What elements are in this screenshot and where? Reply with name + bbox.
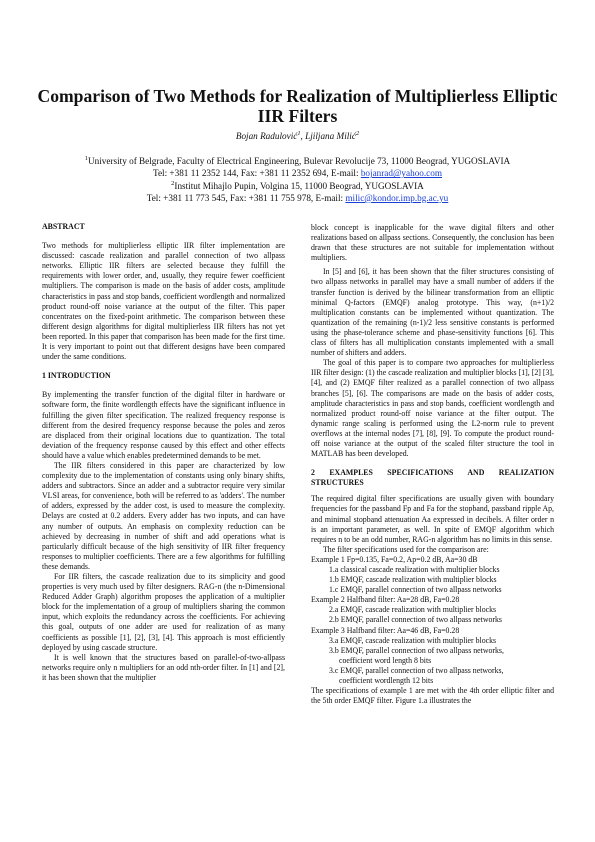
intro-paragraph-4: It is well known that the structures based on parallel-of-two-allpass networks require only n multipliers for an odd nth-order filter. In [1] and [2], it has been shown that the multiplier [42,652,285,682]
affiliation-1 [0,155,595,167]
section-2-paragraph-1: The required digital filter specifications are usually given with boundary frequencies for the passband Fp and Fa for the stopband, passband ripple Ap, and minimal stopband attenuation Aa expressed in decibels. A filter order n is an important parameter, as well. In spite of EMQF algorithm which requires n to be an odd number, RAG-n algorithm has no limits in this sense. [311,494,554,544]
affiliation-2-contact [0,192,595,204]
email-link-1[interactable]: bojanrad@yahoo.com [360,168,442,179]
intro-paragraph-3: For IIR filters, the cascade realization due to its simplicity and good properties is very much used by filter designers. RAG-n (the n-Dimensional Reduced Adder Graph) algorithm proposes the application of a multiplier block for the implementation of a group of multipliers sharing the common input, which exploits the redundancy across the coefficients. For achieving this goal, outputs of one adder are used for realization of as many coefficients as possible [1], [2], [3], [4]. This approach is most efficiently deployed by using cascade structure. [42,572,285,652]
author-2-mark: 2 [355,129,360,137]
section-2-paragraph-2: The filter specifications used for the comparison are: [323,544,489,554]
abstract-heading: ABSTRACT [42,222,85,231]
affiliation-2-phone: Tel: +381 11 773 545, Fax: +381 11 755 978, E-mail: [146,192,346,203]
example-3c: 3.c EMQF, parallel connection of two allpass networks, [329,665,504,675]
example-2a: 2.a EMQF, cascade realization with multiplier blocks [329,605,497,615]
intro-paragraph-5: In [5] and [6], it has been shown that the filter structures consisting of two allpass networks in parallel may have a small number of adders if the transfer function is derived by the bilinear transformation from an elliptic minimal Q-factors (EMQF) analog prototype. This way, (n+1)/2 multiplication constants can be implemented without quantization. The quantization of the remaining (n-1)/2 less sensitive constants is performed using the phase-tolerance scheme and phase-sensitivity functions [6]. This class of filters has all multiplication constants implemented with a small number of shifters and adders. [311,267,554,358]
paper-title: Comparison of Two Methods for Realization of Multiplierless Elliptic IIR Filters [37,86,558,126]
author-1: Bojan Radulović [235,131,298,141]
example-1c: 1.c EMQF, parallel connection of two allpass networks [329,585,502,595]
example-3-spec: Example 3 Halfband filter: Aa=46 dB, Fa=0.28 [311,625,460,635]
abstract-text: Two methods for multiplierless elliptic IIR filter implementation are discussed: cascade realization and parallel connection of two allpass networks. Elliptic IIR filters are selected because they fulfill the requirements with lower order, and, usually, they require fewer coefficient multipliers. The comparison is made on the basis of adder costs, amplitude characteristics in pass and stop bands, coefficient wordlength and normalized product round-off noise variance at the output of the filter. This paper concentrates on the fixed-point arithmetic. The comparison between these different design algorithms for digital multiplierless IIR filters has not yet been reported. In this paper that comparison has been made for the first time. It is very important to point out that different designs have been compared under the same conditions. [42,241,285,362]
section-2-heading: 2 EXAMPLES SPECIFICATIONS AND REALIZATION STRUCTURES [311,468,554,488]
author-2: Ljiljana Milić [305,131,356,141]
affiliation-2-mark: 2 [171,179,175,187]
introduction-heading: 1 INTRODUCTION [42,371,111,381]
affiliations [0,155,595,204]
intro-paragraph-1: By implementing the transfer function of the digital filter in hardware or software form, the finite wordlength effects have the significant influence in fulfilling the given filter specification. The realized frequency response is different from the desired frequency response because the poles and zeros are displaced from their original locations due to quantization. The total deviation of the frequency response caused by this effect and other effects should have a value which enables predetermined demands to be met. [42,390,285,460]
affiliation-1-phone: Tel: +381 11 2352 144, Fax: +381 11 2352 694, E-mail: [152,168,361,179]
affiliation-1-text: University of Belgrade, Faculty of Electrical Engineering, Bulevar Revolucije 73, 11000 Beograd, YUGOSLAVIA [88,156,511,166]
affiliation-2 [0,180,595,192]
example-3a: 3.a EMQF, cascade realization with multiplier blocks [329,635,497,645]
section-2-paragraph-3: The specifications of example 1 are met with the 4th order elliptic filter and the 5th order EMQF filter. Figure 1.a illustrates the [311,686,554,706]
email-link-2[interactable]: milic@kondor.imp.bg.ac.yu [345,192,449,203]
example-3c-continued: coefficient wordlength 12 bits [339,676,434,686]
example-2-spec: Example 2 Halfband filter: Aa=28 dB, Fa=0.28 [311,595,460,605]
left-column [42,222,285,683]
example-1-spec: Example 1 Fp=0.135, Fa=0.2, Ap=0.2 dB, Aa=30 dB [311,554,478,564]
affiliation-1-mark: 1 [84,154,89,162]
example-3b: 3.b EMQF, parallel connection of two allpass networks, [329,645,504,655]
intro-paragraph-4-continued: block concept is inapplicable for the wave digital filters and other realizations based on allpass sections. Consequently, the conclusion has been drawn that these structures are not suitable for implementation without multipliers. [311,223,554,263]
intro-paragraph-6: The goal of this paper is to compare two approaches for multiplierless IIR filter design: (1) the cascade realization and multiplier blocks [1], [2] [3], [4], and (2) EMQF filter realized as a parallel connection of two allpass branches [5], [6]. The comparisons are made on the basis of adder costs, amplitude characteristics in pass and stop bands, coefficient wordlength and normalized product round-off noise variance at the filter output. The dynamic range scaling is performed using the L2-norm rule to prevent overflows at the internal nodes [7], [8], [9]. To compute the product round-off noise variance at the output of the scaled filter structure the tool in MATLAB has been developed. [311,358,554,459]
author-separator: , [300,131,306,141]
intro-paragraph-2: The IIR filters considered in this paper are characterized by low complexity due to the implementation of constants using only binary shifts, adders and subtractors. Since an adder and a subtractor require very similar VLSI areas, for convenience, both will be referred to as 'adders'. The number of adders, expressed by the adder cost, is used to measure the complexity. Delays are costed at 0.2 adders. Every adder has two inputs, and can have any number of outputs. An emphasis on complexity reduction can be achieved by decreasing in number of shift and add operations what is particularly difficult because of the high sensitivity of IIR filter frequency responses to multiplier coefficients. There are a few algorithms for fulfilling these demands. [42,460,285,571]
example-1a: 1.a classical cascade realization with multiplier blocks [329,565,500,574]
example-3b-continued: coefficient word length 8 bits [339,655,432,665]
affiliation-1-contact [0,167,595,179]
right-column [311,223,554,706]
author-line [0,130,595,142]
author-1-mark: 1 [297,129,301,137]
affiliation-2-text: Institut Mihajlo Pupin, Volgina 15, 11000 Beograd, YUGOSLAVIA [174,180,424,191]
example-1b: 1.b EMQF, cascade realization with multiplier blocks [329,575,497,585]
example-2b: 2.b EMQF, parallel connection of two allpass networks [329,615,502,625]
